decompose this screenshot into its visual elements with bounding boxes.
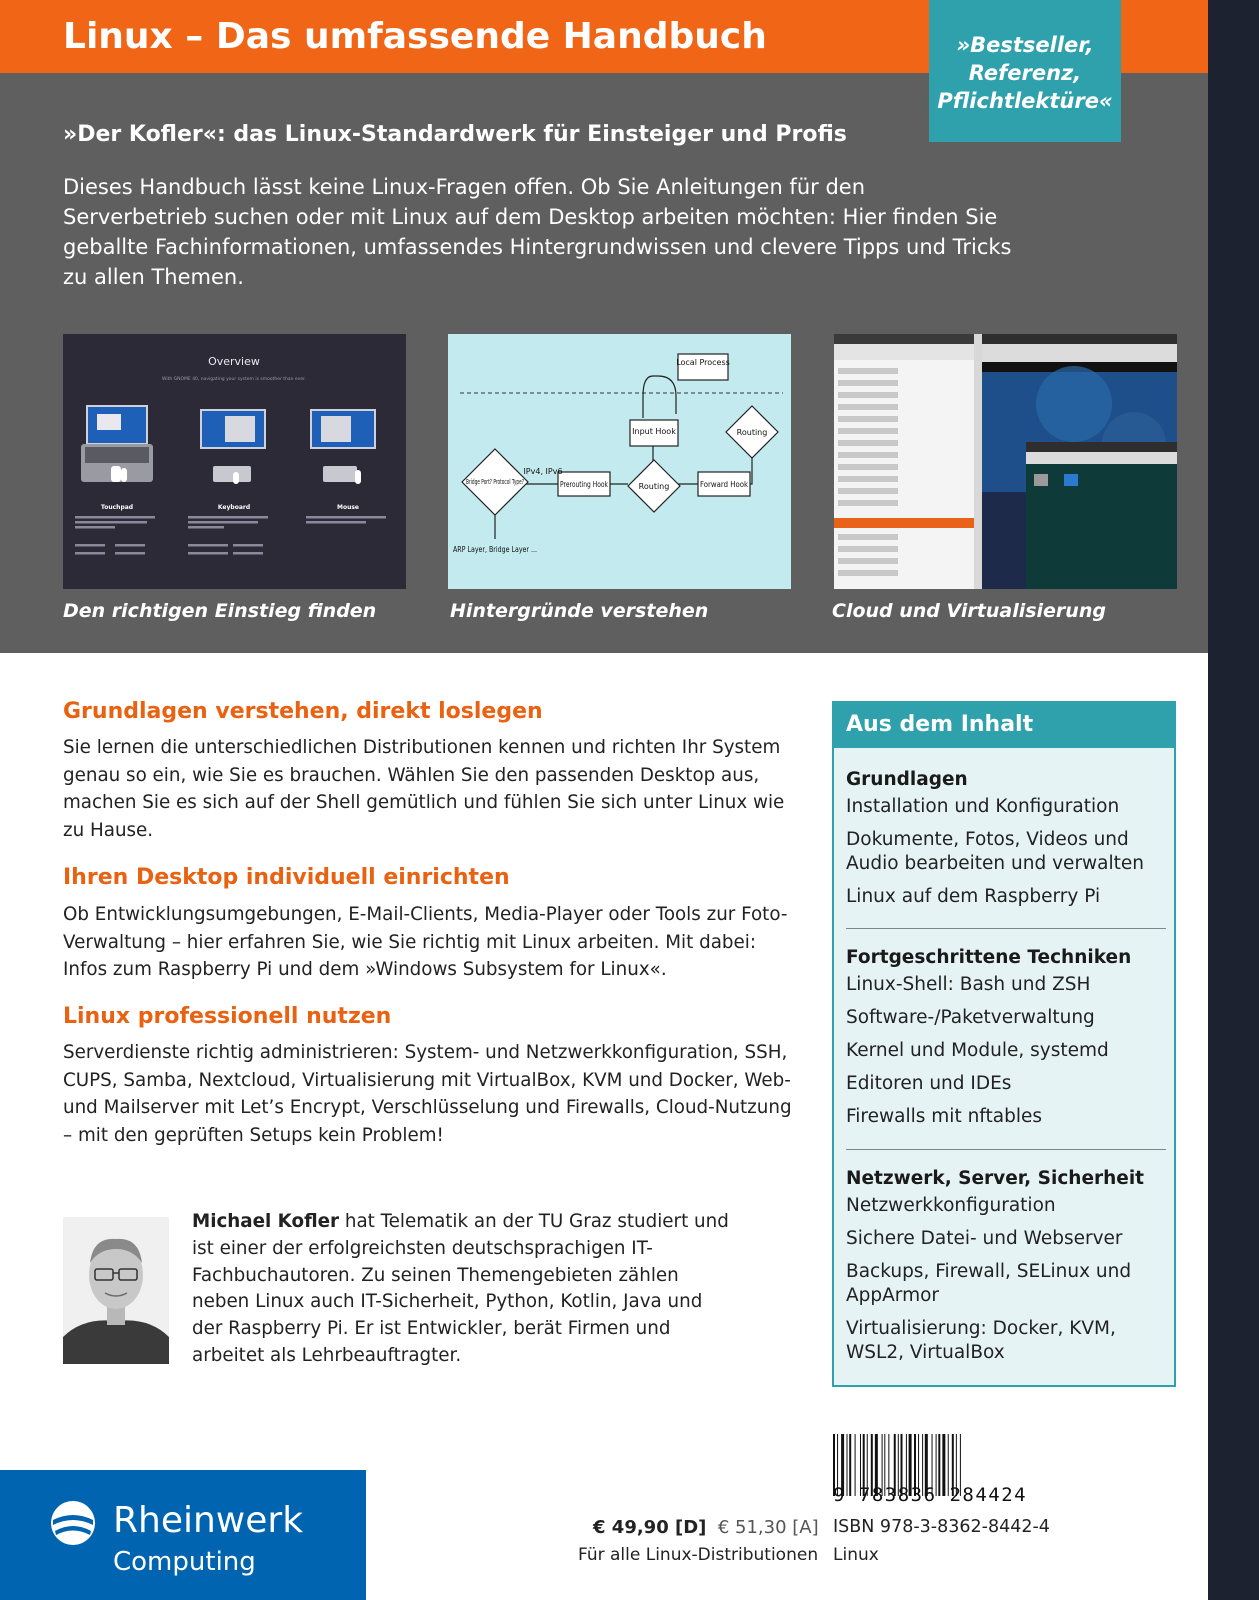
- node-routing-mid: Routing: [638, 482, 670, 491]
- col-mouse: Mouse: [336, 504, 360, 511]
- publisher-logo-block: [0, 1470, 366, 1600]
- book-category: Linux: [833, 1545, 879, 1565]
- contents-divider: [846, 928, 1166, 929]
- contents-item: Backups, Firewall, SELinux und AppArmor: [846, 1261, 1132, 1306]
- contents-item: Editoren und IDEs: [846, 1073, 1012, 1094]
- publisher-name: Rheinwerk: [113, 1500, 304, 1541]
- contents-group-network: [846, 1164, 1166, 1374]
- section-text-2: Ob Entwicklungsumgebungen, E-Mail-Clients, Media-Player oder Tools zur Foto-Verwaltung – hier erfahren Sie, wie Sie richtig mit Linux arbeiten. Mit dabei: Infos zum Raspberry Pi und dem »Windows Subsystem for Linux«.: [63, 904, 788, 981]
- contents-item: Kernel und Module, systemd: [846, 1040, 1109, 1061]
- node-forward-hook: Forward Hook: [700, 480, 749, 489]
- screenshot-gnome-overview: [63, 334, 406, 589]
- section-text-1: Sie lernen die unterschiedlichen Distributionen kennen und richten Ihr System genau so ein, wie Sie es brauchen. Wählen Sie den passenden Desktop aus, machen Sie es sich auf der Shell gemütlich und fühlen Sie sich unter Linux wie zu Hause.: [63, 737, 785, 841]
- contents-item: Sichere Datei- und Webserver: [846, 1228, 1123, 1249]
- bestseller-badge: [929, 0, 1121, 142]
- author-name: Michael Kofler: [192, 1211, 340, 1232]
- contents-item: Linux-Shell: Bash und ZSH: [846, 974, 1091, 995]
- node-prerouting-hook: Prerouting Hook: [560, 480, 609, 489]
- overview-subtitle: With GNOME 40, navigating your system is smoother than ever.: [162, 377, 306, 382]
- price-austria: € 51,30 [A]: [717, 1517, 819, 1538]
- contents-group-title: Grundlagen: [846, 769, 968, 790]
- badge-line: »Bestseller,: [956, 33, 1094, 57]
- section-heading-2: Ihren Desktop individuell einrichten: [63, 865, 510, 890]
- contents-box: [832, 701, 1176, 1387]
- book-spine-edge: [1208, 0, 1259, 1600]
- book-title: Linux – Das umfassende Handbuch: [63, 16, 767, 57]
- intro-text: Dieses Handbuch lässt keine Linux-Fragen offen. Ob Sie Anleitungen für den Serverbetrieb suchen oder mit Linux auf dem Desktop arbeiten möchten: Hier finden Sie geballte Fachinformationen, umfassendes Hintergrundwissen und clevere Tipps und Tricks zu allen Themen.: [63, 175, 1012, 289]
- author-photo: [63, 1217, 169, 1364]
- author-bio-text: hat Telematik an der TU Graz studiert und ist einer der erfolgreichsten deutschsprachigen IT-Fachbuchautoren. Zu seinen Themengebieten zählen neben Linux auch IT-Sicherheit, Python, Kotlin, Java und der Raspberry Pi. Er ist Entwickler, berät Firmen und arbeitet als Lehrbeauftragter.: [192, 1211, 729, 1366]
- laptop-illustration-3: [311, 410, 375, 484]
- contents-group-advanced: [846, 943, 1166, 1138]
- contents-item: Netzwerkkonfiguration: [846, 1195, 1056, 1216]
- laptop-illustration-1: [81, 406, 153, 482]
- contents-item: Installation und Konfiguration: [846, 796, 1120, 817]
- distribution-note: Für alle Linux-Distributionen: [578, 1545, 819, 1565]
- contents-group-basics: [846, 765, 1166, 918]
- node-local-process: Local Process: [676, 358, 730, 367]
- price: [593, 1517, 819, 1538]
- contents-item: Linux auf dem Raspberry Pi: [846, 886, 1101, 907]
- price-germany: € 49,90 [D]: [593, 1517, 707, 1538]
- contents-heading: Aus dem Inhalt: [834, 703, 1174, 748]
- col-keyboard: Keyboard: [217, 504, 251, 511]
- caption-screenshot-2: Hintergründe verstehen: [450, 600, 709, 622]
- section-heading-3: Linux professionell nutzen: [63, 1004, 392, 1029]
- caption-screenshot-1: Den richtigen Einstieg finden: [63, 600, 377, 622]
- contents-divider: [846, 1149, 1166, 1150]
- contents-item: Software-/Paketverwaltung: [846, 1007, 1095, 1028]
- node-routing-top: Routing: [736, 428, 768, 437]
- section-text-3: Serverdienste richtig administrieren: System- und Netzwerkkonfiguration, SSH, CUPS, Samba, Nextcloud, Virtualisierung mit VirtualBox, KVM und Docker, Web- und Mailserver mit Let’s Encrypt, Verschlüsselung und Firewalls, Cloud-Nutzung – mit den geprüften Setups kein Problem!: [63, 1042, 792, 1146]
- contents-group-title: Fortgeschrittene Techniken: [846, 947, 1132, 968]
- isbn-number: ISBN 978-3-8362-8442-4: [833, 1517, 1050, 1537]
- badge-line: Referenz,: [968, 61, 1082, 85]
- screenshot-netfilter-diagram: [448, 334, 791, 589]
- section-heading-1: Grundlagen verstehen, direkt loslegen: [63, 699, 543, 724]
- publisher-imprint: Computing: [113, 1547, 256, 1577]
- laptop-illustration-2: [201, 410, 265, 484]
- tagline: »Der Kofler«: das Linux-Standardwerk für Einsteiger und Profis: [63, 122, 847, 147]
- col-touchpad: Touchpad: [100, 504, 134, 511]
- barcode-digits: 9 783836 284424: [833, 1484, 1028, 1506]
- node-input-hook: Input Hook: [632, 427, 676, 436]
- contents-item: Dokumente, Fotos, Videos und Audio bearbeiten und verwalten: [846, 829, 1145, 874]
- author-bio: [192, 1209, 732, 1370]
- screenshot-virtualization: [834, 334, 1177, 589]
- node-arp-layer: ARP Layer, Bridge Layer ...: [453, 545, 537, 554]
- label-ipv: IPv4, IPv6: [523, 467, 563, 476]
- contents-item: Firewalls mit nftables: [846, 1106, 1042, 1127]
- badge-line: Pflichtlektüre«: [937, 89, 1113, 113]
- overview-title: Overview: [208, 355, 260, 368]
- node-bridge-decision: Bridge Port? Protocol Type?: [466, 478, 525, 486]
- contents-item: Virtualisierung: Docker, KVM, WSL2, VirtualBox: [846, 1318, 1116, 1363]
- rheinwerk-logo-icon: [50, 1500, 96, 1546]
- caption-screenshot-3: Cloud und Virtualisierung: [832, 600, 1106, 622]
- contents-group-title: Netzwerk, Server, Sicherheit: [846, 1168, 1145, 1189]
